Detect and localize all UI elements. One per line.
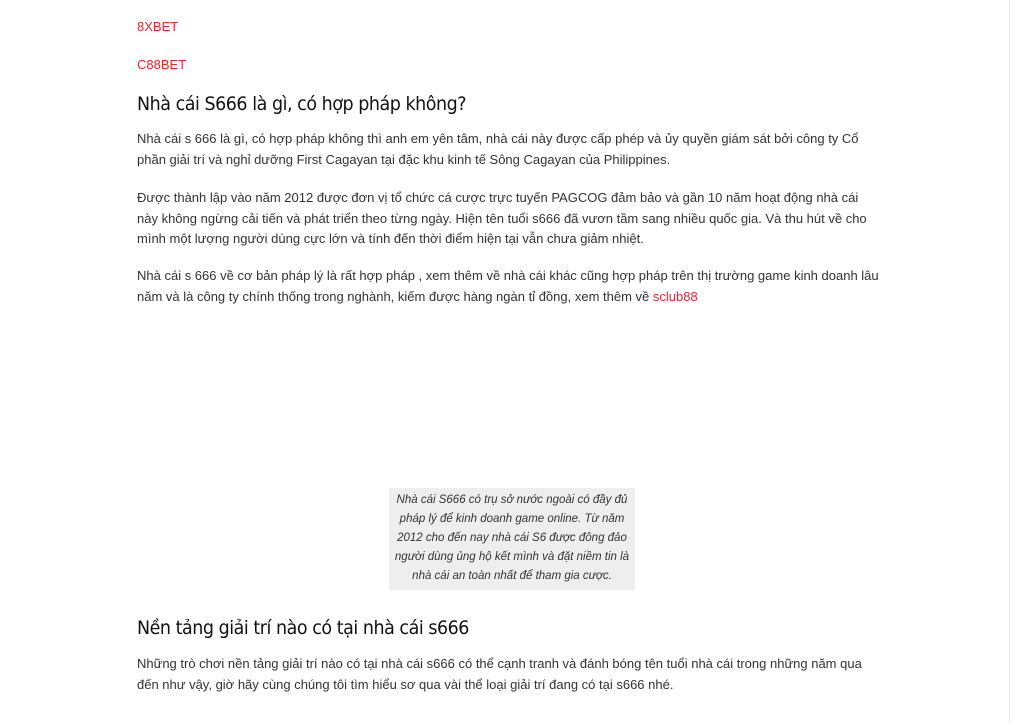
image-placeholder — [137, 318, 882, 478]
link-sclub88[interactable]: sclub88 — [652, 288, 698, 304]
paragraph-history: Được thành lập vào năm 2012 được đơn vị tổ chức cá cược trực tuyến PAGCOG đảm bảo và gần 10 năm hoạt động nhà cái này không ngừng cải tiến và phát triển theo từng ngày. Hiện tên tuổi s666 đã vươn tầm sang nhiều quốc gia. Và thu hút về cho mình một lượng người dùng cực lớn và tính đến thời điểm hiện tại vẫn chưa giảm nhiệt. — [137, 190, 867, 246]
paragraph-platforms-intro: Những trò chơi nền tảng giải trí nào có tại nhà cái s666 có thể cạnh tranh và đánh bóng tên tuổi nhà cái trong những năm qua đến như vậy, giờ hãy cùng chúng tôi tìm hiểu sơ qua vài thể loại giải trí đang có tại s666 nhé. — [137, 656, 862, 692]
section-heading-legality: Nhà cái S666 là gì, có hợp pháp không? — [137, 93, 467, 115]
figure-caption: Nhà cái S666 có trụ sở nước ngoài có đầy đủ pháp lý để kinh doanh game online. Từ năm 2012 cho đến nay nhà cái S6 được đông đảo người dùng ủng hộ kết mình và đặt niềm tin là nhà cái an toàn nhất để tham gia cược. — [389, 488, 635, 590]
link-8xbet[interactable]: 8XBET — [137, 19, 179, 34]
section-heading-platforms: Nền tảng giải trí nào có tại nhà cái s666 — [137, 617, 469, 639]
paragraph-legal-summary-text: Nhà cái s 666 về cơ bản pháp lý là rất hợp pháp , xem thêm về nhà cái khác cũng hợp pháp trên thị trường game kinh doanh lâu năm và là công ty chính thống trong nghành, kiếm được hàng ngàn tỉ đồng, xem thêm về — [137, 268, 879, 304]
paragraph-intro: Nhà cái s 666 là gì, có hợp pháp không thì anh em yên tâm, nhà cái này được cấp phép và ủy quyền giám sát bởi công ty Cổ phần giải trí và nghỉ dưỡng First Cagayan tại đặc khu kinh tế Sông Cagayan của Philippines. — [137, 131, 859, 167]
page-edge-divider — [1009, 0, 1010, 723]
link-c88bet[interactable]: C88BET — [137, 57, 187, 72]
paragraph-legal-summary — [137, 266, 882, 307]
